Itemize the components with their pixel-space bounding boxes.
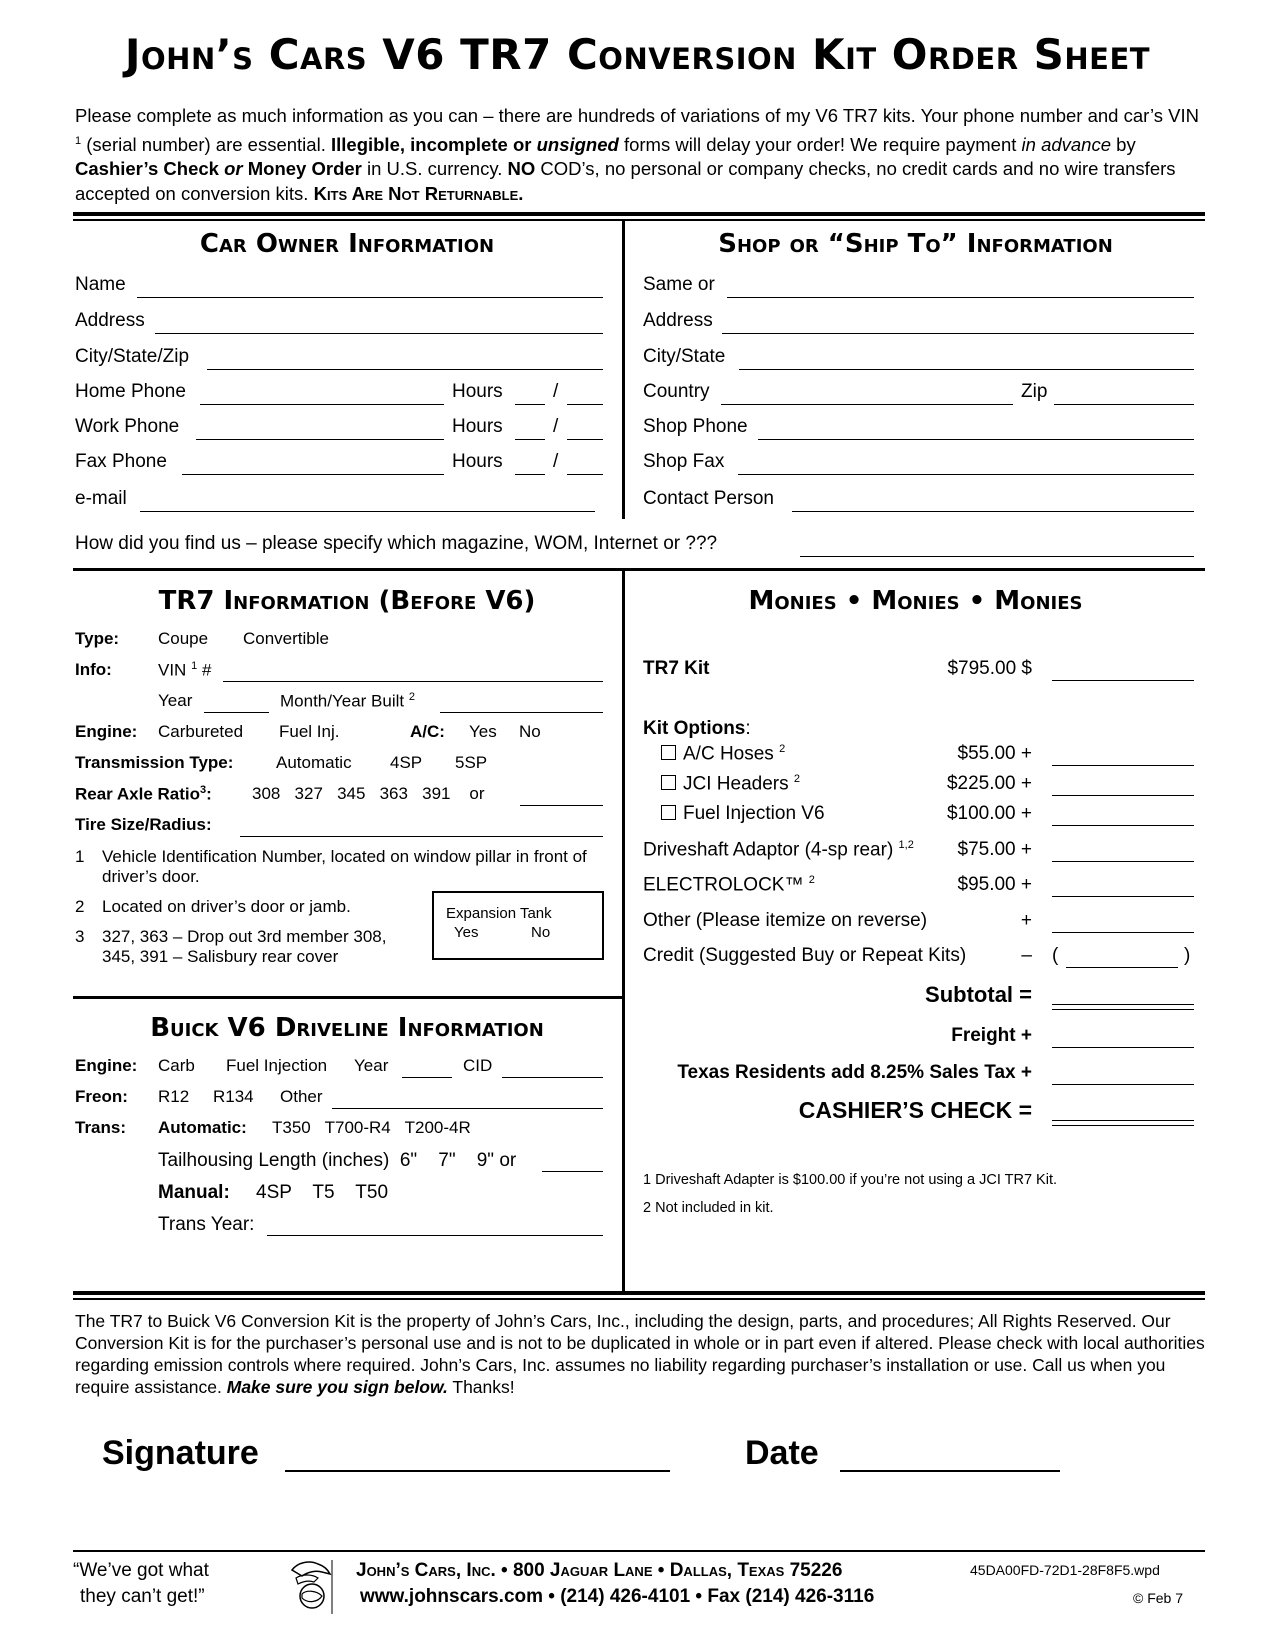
ac-hoses-amount[interactable] <box>1052 765 1194 766</box>
type-convertible[interactable]: Convertible <box>243 629 329 648</box>
fax-hours-from[interactable] <box>515 474 545 475</box>
trans-5sp[interactable]: 5SP <box>455 753 488 772</box>
fi-v6-price: $100.00 + <box>946 803 1032 824</box>
axle-ratios[interactable]: 308 327 345 363 391 or <box>252 784 485 803</box>
tax-label: Texas Residents add 8.25% Sales Tax + <box>677 1062 1032 1083</box>
monies-heading: Monies • Monies • Monies <box>748 586 1083 616</box>
home-hours-from[interactable] <box>515 404 545 405</box>
ac-no[interactable]: No <box>519 722 541 741</box>
monies-footnote-2: 2 Not included in kit. <box>643 1200 774 1216</box>
subtotal-amount-2 <box>1052 1009 1194 1010</box>
freon-label: Freon: <box>75 1087 128 1106</box>
shop-fax-field[interactable] <box>738 474 1194 475</box>
cashiers-check-amount-1[interactable] <box>1052 1120 1194 1121</box>
buick-year-field[interactable] <box>402 1077 452 1078</box>
cashiers-check-amount-2 <box>1052 1125 1194 1126</box>
ac-label: A/C: <box>410 722 445 741</box>
electrolock-price: $95.00 + <box>957 874 1032 895</box>
buick-year-label: Year <box>354 1056 389 1075</box>
intro-paragraph: Please complete as much information as you can – there are hundreds of variations of my V6 TR7 kits. Your phone number and car’s VIN $^1$ (serial number) are essential. Illegible, incomplete or unsigned forms will delay your order! We require payment in advance by Cashier’s Check or Money Order in U.S. currency. NO COD’s, no personal or company checks, no credit cards and no wire transfers accepted on conversion kits. Kits Are Not Returnable. <box>75 105 1199 204</box>
subtotal-label: Subtotal = <box>925 982 1032 1007</box>
fi-v6-amount[interactable] <box>1052 825 1194 826</box>
tr7-kit-price: $795.00 $ <box>947 658 1032 679</box>
divider-top <box>622 219 625 519</box>
other-amount[interactable] <box>1052 932 1194 933</box>
credit-amount[interactable] <box>1066 967 1178 968</box>
bottom-rule-thin <box>73 1298 1205 1300</box>
shop-country-label: Country <box>643 381 710 402</box>
buick-cid-label: CID <box>463 1056 493 1075</box>
fax-phone-field[interactable] <box>182 474 444 475</box>
work-hours-from[interactable] <box>515 439 545 440</box>
buick-heading: Buick V6 Driveline Information <box>150 1013 544 1043</box>
shop-city-label: City/State <box>643 346 726 367</box>
kit-options-label: Kit Options: <box>643 718 751 739</box>
shop-fax-label: Shop Fax <box>643 451 725 472</box>
engine-fuel-inj[interactable]: Fuel Inj. <box>279 722 340 741</box>
middle-rule <box>73 568 1205 571</box>
bottom-rule <box>73 1291 1205 1295</box>
engine-carbureted[interactable]: Carbureted <box>158 722 244 741</box>
tax-amount[interactable] <box>1052 1084 1194 1085</box>
email-label: e-mail <box>75 488 127 509</box>
jci-headers-amount[interactable] <box>1052 795 1194 796</box>
ac-hoses-checkbox[interactable] <box>661 745 676 760</box>
footer-filename: 45DA00FD-72D1-28F8F5.wpd <box>970 1562 1160 1578</box>
shop-address-field[interactable] <box>722 333 1194 334</box>
work-hours-to[interactable] <box>567 439 603 440</box>
expansion-tank-no[interactable]: No <box>531 924 551 941</box>
buick-engine-carb[interactable]: Carb <box>158 1056 195 1075</box>
shop-zip-field[interactable] <box>1054 404 1194 405</box>
jaguar-logo-icon <box>288 1558 334 1614</box>
month-built-field[interactable] <box>440 712 603 713</box>
shop-country-field[interactable] <box>721 404 1013 405</box>
ac-yes[interactable]: Yes <box>469 722 497 741</box>
footer-address: John’s Cars, Inc. • 800 Jaguar Lane • Dallas, Texas 75226 <box>356 1560 843 1581</box>
tire-label: Tire Size/Radius: <box>75 815 212 834</box>
shop-heading: Shop or “Ship To” Information <box>718 229 1113 259</box>
work-phone-label: Work Phone <box>75 416 180 437</box>
signature-field[interactable] <box>285 1470 670 1472</box>
fax-hours-slash: / <box>553 451 559 472</box>
home-phone-label: Home Phone <box>75 381 186 402</box>
owner-city-field[interactable] <box>207 369 603 370</box>
tailhousing-label: Tailhousing Length (inches) 6" 7" 9" or <box>158 1150 517 1171</box>
fax-hours-label: Hours <box>452 451 503 472</box>
buick-trans-label: Trans: <box>75 1118 127 1137</box>
left-mid-rule <box>73 996 622 999</box>
find-us-label: How did you find us – please specify which magazine, WOM, Internet or ??? <box>75 533 718 554</box>
subtotal-amount-1[interactable] <box>1052 1004 1194 1005</box>
freon-other-label: Other <box>280 1087 323 1106</box>
driveshaft-amount[interactable] <box>1052 861 1194 862</box>
tr7-note-3: 327, 363 – Drop out 3rd member 308, 345, 391 – Salisbury rear cover <box>102 927 387 966</box>
email-field[interactable] <box>140 511 595 512</box>
freon-r134[interactable]: R134 <box>213 1087 254 1106</box>
ac-hoses-price: $55.00 + <box>957 743 1032 764</box>
date-field[interactable] <box>840 1470 1060 1472</box>
find-us-field[interactable] <box>800 556 1194 557</box>
credit-minus: – <box>1021 945 1032 966</box>
fi-v6-checkbox[interactable] <box>661 805 676 820</box>
signature-label: Signature <box>102 1434 259 1472</box>
trans-type-label: Transmission Type: <box>75 753 234 772</box>
jci-headers-checkbox[interactable] <box>661 775 676 790</box>
footer-copyright: © Feb 7 <box>1133 1590 1184 1606</box>
owner-address-label: Address <box>75 310 145 331</box>
credit-lparen: ( <box>1052 945 1059 966</box>
jci-headers-price: $225.00 + <box>946 773 1032 794</box>
work-phone-field[interactable] <box>196 439 444 440</box>
home-phone-field[interactable] <box>200 404 444 405</box>
fi-v6-option[interactable]: Fuel Injection V6 <box>661 803 825 825</box>
tr7-note-3-num: 3 <box>75 927 85 946</box>
other-plus: + <box>1020 910 1032 931</box>
tr7-kit-amount[interactable] <box>1052 680 1194 681</box>
footer-slogan-2: they can’t get!” <box>80 1586 205 1607</box>
owner-heading: Car Owner Information <box>199 229 495 259</box>
vin-field[interactable] <box>223 681 603 682</box>
driveshaft-price: $75.00 + <box>957 839 1032 860</box>
shop-city-field[interactable] <box>739 369 1194 370</box>
tr7-year-label: Year <box>158 691 193 710</box>
electrolock-amount[interactable] <box>1052 896 1194 897</box>
monies-footnote-1: 1 Driveshaft Adapter is $100.00 if you’re not using a JCI TR7 Kit. <box>643 1172 1058 1188</box>
month-built-label: Month/Year Built $^2$ <box>280 691 415 711</box>
electrolock-label: ELECTROLOCK™ $^2$ <box>643 874 815 896</box>
freight-amount[interactable] <box>1052 1047 1194 1048</box>
tr7-heading: TR7 Information (Before V6) <box>158 586 536 616</box>
trans-year-label: Trans Year: <box>158 1214 255 1235</box>
buick-manual-label: Manual: <box>158 1182 230 1203</box>
shop-same-label: Same or <box>643 274 715 295</box>
page-title: John’s Cars V6 TR7 Conversion Kit Order Sheet <box>124 30 1151 79</box>
home-hours-to[interactable] <box>567 404 603 405</box>
buick-auto-label: Automatic: <box>158 1118 247 1137</box>
top-rule <box>73 212 1205 216</box>
buick-engine-label: Engine: <box>75 1056 138 1075</box>
date-label: Date <box>745 1434 819 1472</box>
tr7-note-2-num: 2 <box>75 897 85 916</box>
info-label: Info: <box>75 660 112 679</box>
owner-name-label: Name <box>75 274 126 295</box>
footer-rule <box>73 1550 1205 1552</box>
owner-name-field[interactable] <box>137 297 603 298</box>
other-label: Other (Please itemize on reverse) <box>643 910 928 931</box>
legal-paragraph: The TR7 to Buick V6 Conversion Kit is the property of John’s Cars, Inc., including the design, parts, and procedures; All Rights Reserved. Our Conversion Kit is for the purchaser’s personal use and is not to be duplicated in whole or in part even if altered. Please check with local authorities regarding emission controls where required. John’s Cars, Inc. assumes no liability regarding purchaser’s installation or use. Call us when you require assistance. Make sure you sign below. Thanks! <box>75 1311 1205 1397</box>
axle-label: Rear Axle Ratio$^3$: <box>75 784 212 804</box>
tire-field[interactable] <box>240 836 603 837</box>
buick-auto-options[interactable]: T350 T700-R4 T200-4R <box>272 1118 471 1137</box>
buick-cid-field[interactable] <box>502 1077 603 1078</box>
owner-city-label: City/State/Zip <box>75 346 190 367</box>
trans-automatic[interactable]: Automatic <box>276 753 352 772</box>
freon-r12[interactable]: R12 <box>158 1087 190 1106</box>
divider-middle <box>622 568 625 1291</box>
type-label: Type: <box>75 629 120 648</box>
cashiers-check-label: CASHIER’S CHECK = <box>798 1097 1032 1123</box>
work-hours-label: Hours <box>452 416 503 437</box>
engine-label: Engine: <box>75 722 138 741</box>
top-rule-thin <box>73 219 1205 221</box>
freon-other-field[interactable] <box>332 1108 603 1109</box>
footer-contact: www.johnscars.com • (214) 426-4101 • Fax (214) 426-3116 <box>360 1586 875 1607</box>
shop-contact-field[interactable] <box>792 511 1194 512</box>
shop-zip-label: Zip <box>1021 381 1048 402</box>
driveshaft-label: Driveshaft Adaptor (4-sp rear) $^{1,2}$ <box>643 839 914 861</box>
tr7-note-1-num: 1 <box>75 847 85 866</box>
vin-label: VIN $^1$ # <box>158 660 212 680</box>
trans-4sp[interactable]: 4SP <box>390 753 423 772</box>
expansion-tank-title: Expansion Tank <box>446 905 552 922</box>
home-hours-label: Hours <box>452 381 503 402</box>
tr7-year-field[interactable] <box>204 712 269 713</box>
buick-engine-fi[interactable]: Fuel Injection <box>226 1056 328 1075</box>
credit-rparen: ) <box>1184 945 1191 966</box>
tailhousing-field[interactable] <box>542 1171 603 1172</box>
shop-contact-label: Contact Person <box>643 488 774 509</box>
ac-hoses-option[interactable]: A/C Hoses $^2$ <box>661 743 785 765</box>
credit-label: Credit (Suggested Buy or Repeat Kits) <box>643 945 967 966</box>
shop-phone-field[interactable] <box>758 439 1194 440</box>
work-hours-slash: / <box>553 416 559 437</box>
axle-other-field[interactable] <box>520 805 603 806</box>
footer-slogan-1: “We’ve got what <box>73 1560 209 1581</box>
fax-hours-to[interactable] <box>567 474 603 475</box>
shop-same-field[interactable] <box>727 297 1194 298</box>
expansion-tank-yes[interactable]: Yes <box>454 924 479 941</box>
tr7-note-1: Vehicle Identification Number, located on window pillar in front of driver’s door. <box>102 847 587 886</box>
jci-headers-option[interactable]: JCI Headers $^2$ <box>661 773 800 795</box>
freight-label: Freight + <box>951 1025 1032 1046</box>
home-hours-slash: / <box>553 381 559 402</box>
shop-address-label: Address <box>643 310 713 331</box>
tr7-note-2: Located on driver’s door or jamb. <box>102 897 351 916</box>
tr7-kit-label: TR7 Kit <box>643 658 710 679</box>
type-coupe[interactable]: Coupe <box>158 629 209 648</box>
fax-phone-label: Fax Phone <box>75 451 167 472</box>
trans-year-field[interactable] <box>267 1235 603 1236</box>
shop-phone-label: Shop Phone <box>643 416 748 437</box>
buick-manual-options[interactable]: 4SP T5 T50 <box>256 1182 389 1203</box>
owner-address-field[interactable] <box>155 333 603 334</box>
